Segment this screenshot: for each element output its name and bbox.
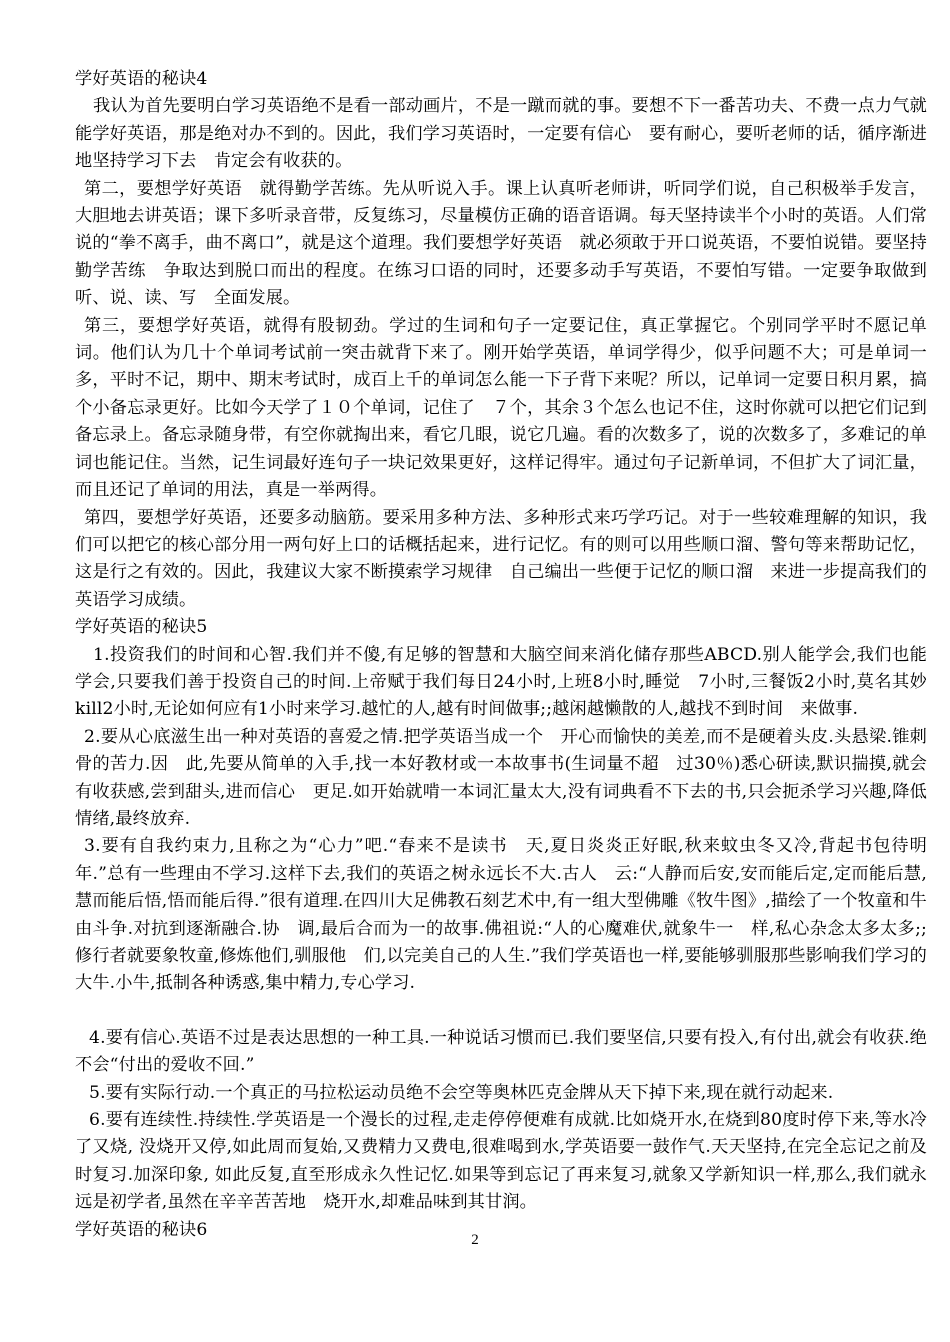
paragraph: 第三，要想学好英语，就得有股韧劲。学过的生词和句子一定要记住，真正掌握它。个别同学平时不愿记单词。他们认为几十个单词考试前一突击就背下来了。刚开始学英语，单词学得少，似乎问题不大；可是单词一多，平时不记，期中、期末考试时，成百上千的单词怎么能一下子背下来呢？所以，记单词一定要日积月累，搞个小备忘录更好。比如今天学了１０个单词，记住了 ７个，其余３个怎么也记不住，这时你就可以把它们记到备忘录上。备忘录随身带，有空你就掏出来，看它几眼，说它几遍。看的次数多了，说的次数多了，多难记的单词也能记住。当然，记生词最好连句子一块记效果更好，这样记得牢。通过句子记新单词，不但扩大了词汇量，而且还记了单词的用法，真是一举两得。	[75, 315, 927, 501]
paragraph: 6.要有连续性.持续性.学英语是一个漫长的过程,走走停停便难有成就.比如烧开水,在烧到80度时停下来,等水冷了又烧, 没烧开又停,如此周而复始,又费精力又费电,很难喝到水,学英语要一鼓作气.天天坚持,在完全忘记之前及时复习.加深印象, 如此反复,直至形成永久性记忆.如果等到忘记了再来复习,就象又学新知识一样,那么,我们就永远是初学者,虽然在辛辛苦苦地 烧开水,却难品味到其甘润。	[75, 1110, 927, 1213]
section-heading: 学好英语的秘诀4	[75, 69, 208, 89]
document-body	[75, 66, 927, 1244]
paragraph: 1.投资我们的时间和心智.我们并不傻,有足够的智慧和大脑空间来消化储存那些ABCD.别人能学会,我们也能学会,只要我们善于投资自己的时间.上帝赋于我们每日24小时,上班8小时,睡觉 7小时,三餐饭2小时,莫名其妙kill2小时,无论如何应有1小时来学习.越忙的人,越有时间做事;;越闲越懒散的人,越找不到时间 来做事.	[75, 644, 927, 720]
paragraph: 第四，要想学好英语，还要多动脑筋。要采用多种方法、多种形式来巧学巧记。对于一些较难理解的知识，我们可以把它的核心部分用一两句好上口的话概括起来，进行记忆。有的则可以用些顺口溜、警句等来帮助记忆，这是行之有效的。因此，我建议大家不断摸索学习规律 自己编出一些便于记忆的顺口溜 来进一步提高我们的英语学习成绩。	[75, 507, 927, 610]
page-number: 2	[471, 1232, 479, 1248]
section-heading: 学好英语的秘诀6	[75, 1219, 208, 1240]
blank-line	[75, 998, 927, 1025]
paragraph: 第二，要想学好英语 就得勤学苦练。先从听说入手。课上认真听老师讲，听同学们说，自己积极举手发言，大胆地去讲英语；课下多听录音带，反复练习，尽量模仿正确的语音语调。每天坚持读半个小时的英语。人们常说的“拳不离手，曲不离口”，就是这个道理。我们要想学好英语 就必须敢于开口说英语，不要怕说错。要坚持勤学苦练 争取达到脱口而出的程度。在练习口语的同时，还要多动手写英语，不要怕写错。一定要争取做到听、说、读、写 全面发展。	[75, 178, 927, 309]
paragraph: 3.要有自我约束力,且称之为“心力”吧.“春来不是读书 天,夏日炎炎正好眠,秋来蚊虫冬又冷,背起书包待明年.”总有一些理由不学习.这样下去,我们的英语之树永远长不大.古人 云:“人静而后安,安而能后定,定而能后慧,慧而能后悟,悟而能后得.”很有道理.在四川大足佛教石刻艺术中,有一组大型佛雕《牧牛图》,描绘了一个牧童和牛由斗争.对抗到逐渐融合.协 调,最后合而为一的故事.佛祖说:“人的心魔难伏,就象牛一 样,私心杂念太多太多;;修行者就要象牧童,修炼他们,驯服他 们,以完美自己的人生.”我们学英语也一样,要能够驯服那些影响我们学习的大牛.小牛,抵制各种诱惑,集中精力,专心学习.	[75, 836, 927, 994]
paragraph: 我认为首先要明白学习英语绝不是看一部动画片，不是一蹴而就的事。要想不下一番苦功夫、不费一点力气就能学好英语，那是绝对办不到的。因此，我们学习英语时，一定要有信心 要有耐心，要听老师的话，循序渐进地坚持学习下去 肯定会有收获的。	[75, 96, 927, 172]
section-heading: 学好英语的秘诀5	[75, 617, 208, 638]
paragraph: 2.要从心底滋生出一种对英语的喜爱之情.把学英语当成一个 开心而愉快的美差,而不是硬着头皮.头悬梁.锥刺骨的苦力.因 此,先要从简单的入手,找一本好教材或一本故事书(生词量不超 过30％)悉心研读,默识揣摸,就会有收获感,尝到甜头,进而信心 更足.如开始就啃一本词汇量太大,没有词典看不下去的书,只会扼杀学习兴趣,降低情绪,最终放弃.	[75, 726, 927, 829]
paragraph: 4.要有信心.英语不过是表达思想的一种工具.一种说话习惯而已.我们要坚信,只要有投入,有付出,就会有收获.绝不会“付出的爱收不回.”	[75, 1027, 927, 1076]
paragraph: 5.要有实际行动.一个真正的马拉松运动员绝不会空等奥林匹克金牌从天下掉下来,现在就行动起来.	[89, 1082, 834, 1103]
